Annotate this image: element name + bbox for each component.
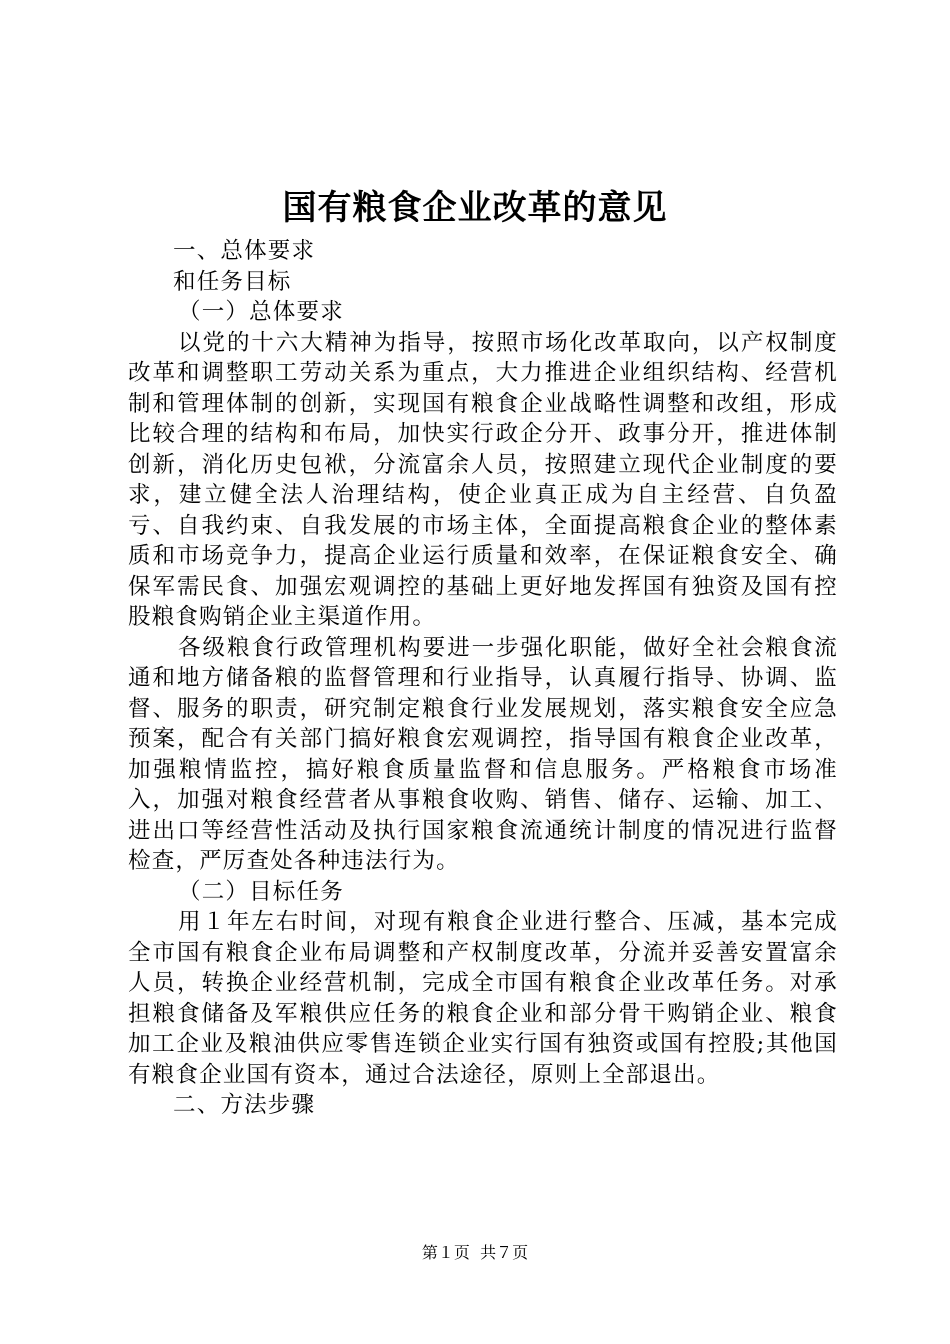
section-heading: 二、方法步骤 [173, 1092, 316, 1118]
page-total: 共７页 [480, 1243, 529, 1262]
subsection-heading: （一）总体要求 [178, 299, 344, 325]
paragraph: 以党的十六大精神为指导，按照市场化改革取向，以产权制度改革和调整职工劳动关系为重点，大力推进企业组织结构、经营机制和管理体制的创新，实现国有粮食企业战略性调整和改组，形成比较合理的结构和布局，加快实行政企分开、政事分开，推进体制创新，消化历史包袱，分流富余人员，按照建立现代企业制度的要求，建立健全法人治理结构，使企业真正成为自主经营、自负盈亏、自我约束、自我发展的市场主体，全面提高粮食企业的整体素质和市场竞争力，提高企业运行质量和效率，在保证粮食安全、确保军需民食、加强宏观调控的基础上更好地发挥国有独资及国有控股粮食购销企业主渠道作用。 [128, 329, 838, 630]
document-body [128, 236, 838, 1121]
page-number: 第１页 [421, 1243, 470, 1262]
paragraph: 用１年左右时间，对现有粮食企业进行整合、压减，基本完成全市国有粮食企业布局调整和产权制度改革，分流并妥善安置富余人员，转换企业经营机制，完成全市国有粮食企业改革任务。对承担粮食储备及军粮供应任务的粮食企业和部分骨干购销企业、粮食加工企业及粮油供应零售连锁企业实行国有独资或国有控股;其他国有粮食企业国有资本，通过合法途径，原则上全部退出。 [128, 909, 838, 1088]
subsection-heading: （二）目标任务 [178, 878, 344, 905]
document-title: 国有粮食企业改革的意见 [282, 188, 668, 228]
page-footer [0, 1243, 950, 1263]
section-heading: 和任务目标 [173, 268, 292, 295]
section-heading: 一、总体要求 [173, 238, 316, 264]
paragraph: 各级粮食行政管理机构要进一步强化职能，做好全社会粮食流通和地方储备粮的监督管理和行业指导，认真履行指导、协调、监督、服务的职责，研究制定粮食行业发展规划，落实粮食安全应急预案，配合有关部门搞好粮食宏观调控，指导国有粮食企业改革，加强粮情监控，搞好粮食质量监督和信息服务。严格粮食市场准入，加强对粮食经营者从事粮食收购、销售、储存、运输、加工、进出口等经营性活动及执行国家粮食流通统计制度的情况进行监督检查，严厉查处各种违法行为。 [128, 634, 838, 874]
